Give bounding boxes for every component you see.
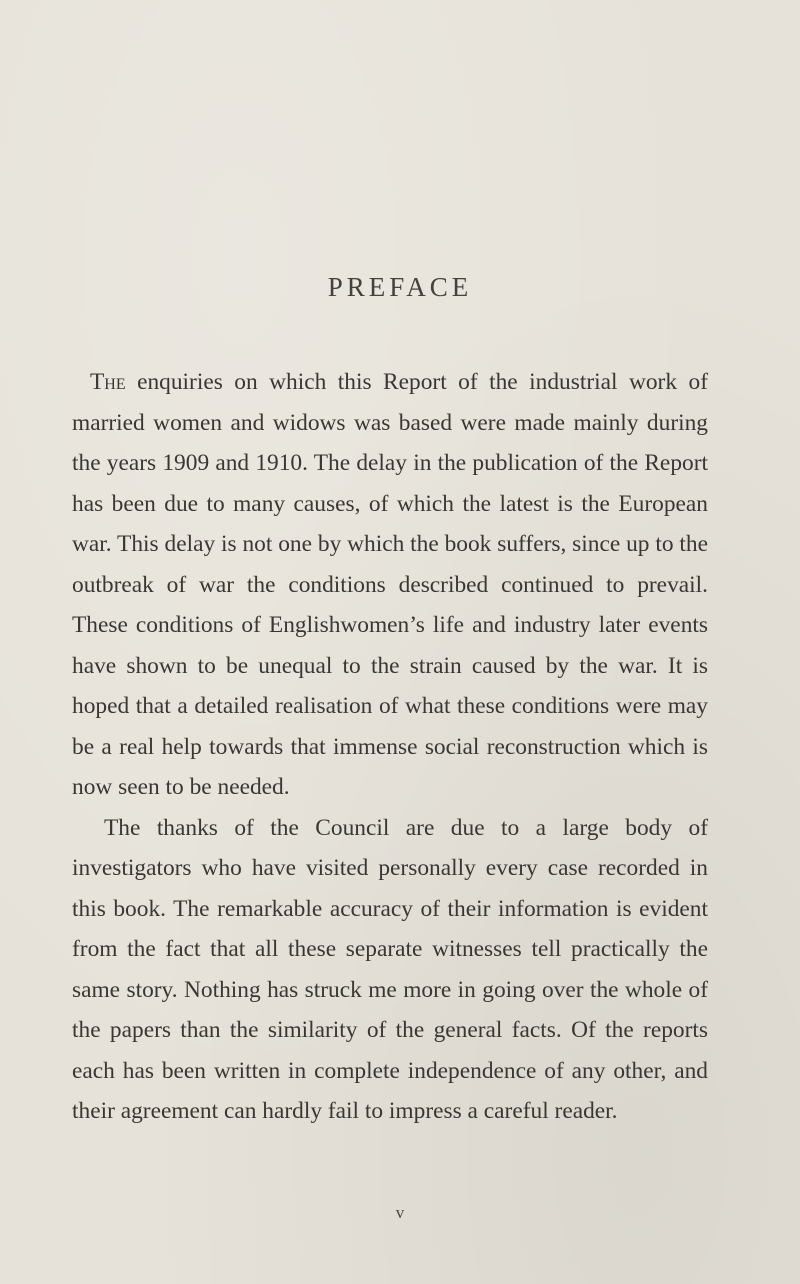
page-number: v bbox=[395, 1203, 405, 1222]
paragraph-1-lead: The bbox=[90, 369, 126, 395]
paragraph-1-text: enquiries on which this Report of the industrial work of married women and widows was based were made mainly during the years 1909 and 1910. The delay in the publication of the Report has been due to many causes, of which the latest is the European war. This delay is not one by which the book suffers, since up to the outbreak of war the conditions described continued to prevail. These conditions of Englishwomen’s life and industry later events have shown to be unequal to the strain caused by the war. It is hoped that a detailed realisation of what these conditions were may be a real help towards that immense social reconstruction which is now seen to be needed. bbox=[72, 369, 708, 800]
paragraph-1 bbox=[72, 362, 708, 808]
paragraph-2: The thanks of the Council are due to a large body of investigators who have visited personally every case recorded in this book. The remarkable accuracy of their information is evident from the fact that all these separate witnesses tell practically the same story. Nothing has struck me more in going over the whole of the papers than the similarity of the general facts. Of the reports each has been written in complete independence of any other, and their agreement can hardly fail to impress a careful reader. bbox=[72, 814, 708, 1124]
page-title: PREFACE bbox=[327, 272, 473, 302]
body-text bbox=[72, 362, 708, 1132]
